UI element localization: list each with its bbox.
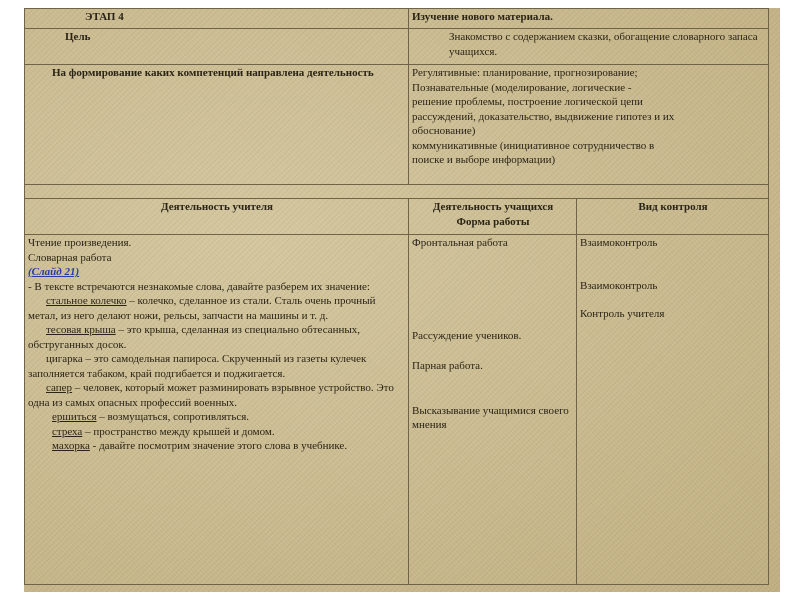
vocab-item: махорка - давайте посмотрим значение этого слова в учебнике.: [52, 440, 348, 452]
competencies-list: [409, 65, 769, 185]
competency-line: коммуникативные (инициативное сотрудничество в: [412, 139, 655, 152]
competencies-row: [25, 65, 769, 185]
content-row: [25, 235, 769, 585]
competency-line: поиске и выборе информации): [412, 154, 556, 166]
competency-line: решение проблемы, построение логической цепи: [412, 96, 643, 108]
header-row: [25, 199, 769, 235]
header-students: Деятельность учащихся Форма работы: [409, 199, 577, 235]
stage-label: ЭТАП 4: [25, 9, 409, 29]
lesson-plan-table: [24, 8, 769, 585]
vocab-item: стальное колечко – колечко, сделанное из стали. Сталь очень прочный метал, из него делают ножи, рельсы, запчасти на машины и т. д.: [28, 295, 376, 322]
competencies-label: На формирование каких компетенций направлена деятельность: [25, 65, 409, 185]
header-teacher: Деятельность учителя: [25, 199, 409, 235]
vocab-item: цигарка – это самодельная папироса. Скрученный из газеты кулечек заполняется табаком, край подгибается и поджигается.: [28, 353, 367, 380]
student-activity: Фронтальная работа Рассуждение учеников. Парная работа. Высказывание учащимися своего мнения: [409, 235, 577, 585]
vocab-item: ершиться – возмущаться, сопротивляться.: [52, 411, 250, 423]
goal-row: [25, 29, 769, 65]
stage-value: Изучение нового материала.: [409, 9, 769, 29]
control-type: Взаимоконтроль Взаимоконтроль Контроль учителя: [577, 235, 769, 585]
competency-line: обоснование): [412, 125, 476, 137]
header-control: Вид контроля: [577, 199, 769, 235]
vocab-item: тесовая крыша – это крыша, сделанная из специально обтесанных, обструганных досок.: [28, 324, 361, 351]
vocab-item: сапер – человек, который может разминировать взрывное устройство. Это одна из самых опасных профессий военных.: [28, 382, 394, 409]
competency-line: рассуждений, доказательство, выдвижение гипотез и их: [412, 110, 675, 123]
slide-link[interactable]: (Слайд 21): [28, 266, 80, 278]
competency-line: Регулятивные: планирование, прогнозирование;: [412, 67, 638, 79]
spacer-row: [25, 185, 769, 199]
teacher-activity: Чтение произведения. Словарная работа (Слайд 21) - В тексте встречаются незнакомые слова, давайте разберем их значение: стальное колечко – колечко, сделанное из стали. Сталь очень прочный метал, из него делают ножи, рельсы, запчасти на машины и т. д. тесовая крыша – это крыша, сделанная из специально обтесанных, обструганных досок. цигарка – это самодельная папироса. Скрученный из газеты кулечек заполняется табаком, край подгибается и поджигается. сапер – человек, который может разминировать взрывное устройство. Это одна из самых опасных профессий военных. ершиться – возмущаться, сопротивляться. стреха – пространство между крышей и домом. махорка - давайте посмотрим значение этого слова в учебнике.: [25, 235, 409, 585]
goal-label: Цель: [25, 29, 409, 65]
slide: [24, 8, 780, 592]
goal-value: Знакомство с содержанием сказки, обогащение словарного запаса учащихся.: [409, 29, 769, 65]
vocab-item: стреха – пространство между крышей и домом.: [52, 425, 275, 438]
competency-line: Познавательные (моделирование, логические -: [412, 81, 632, 94]
stage-row: [25, 9, 769, 29]
